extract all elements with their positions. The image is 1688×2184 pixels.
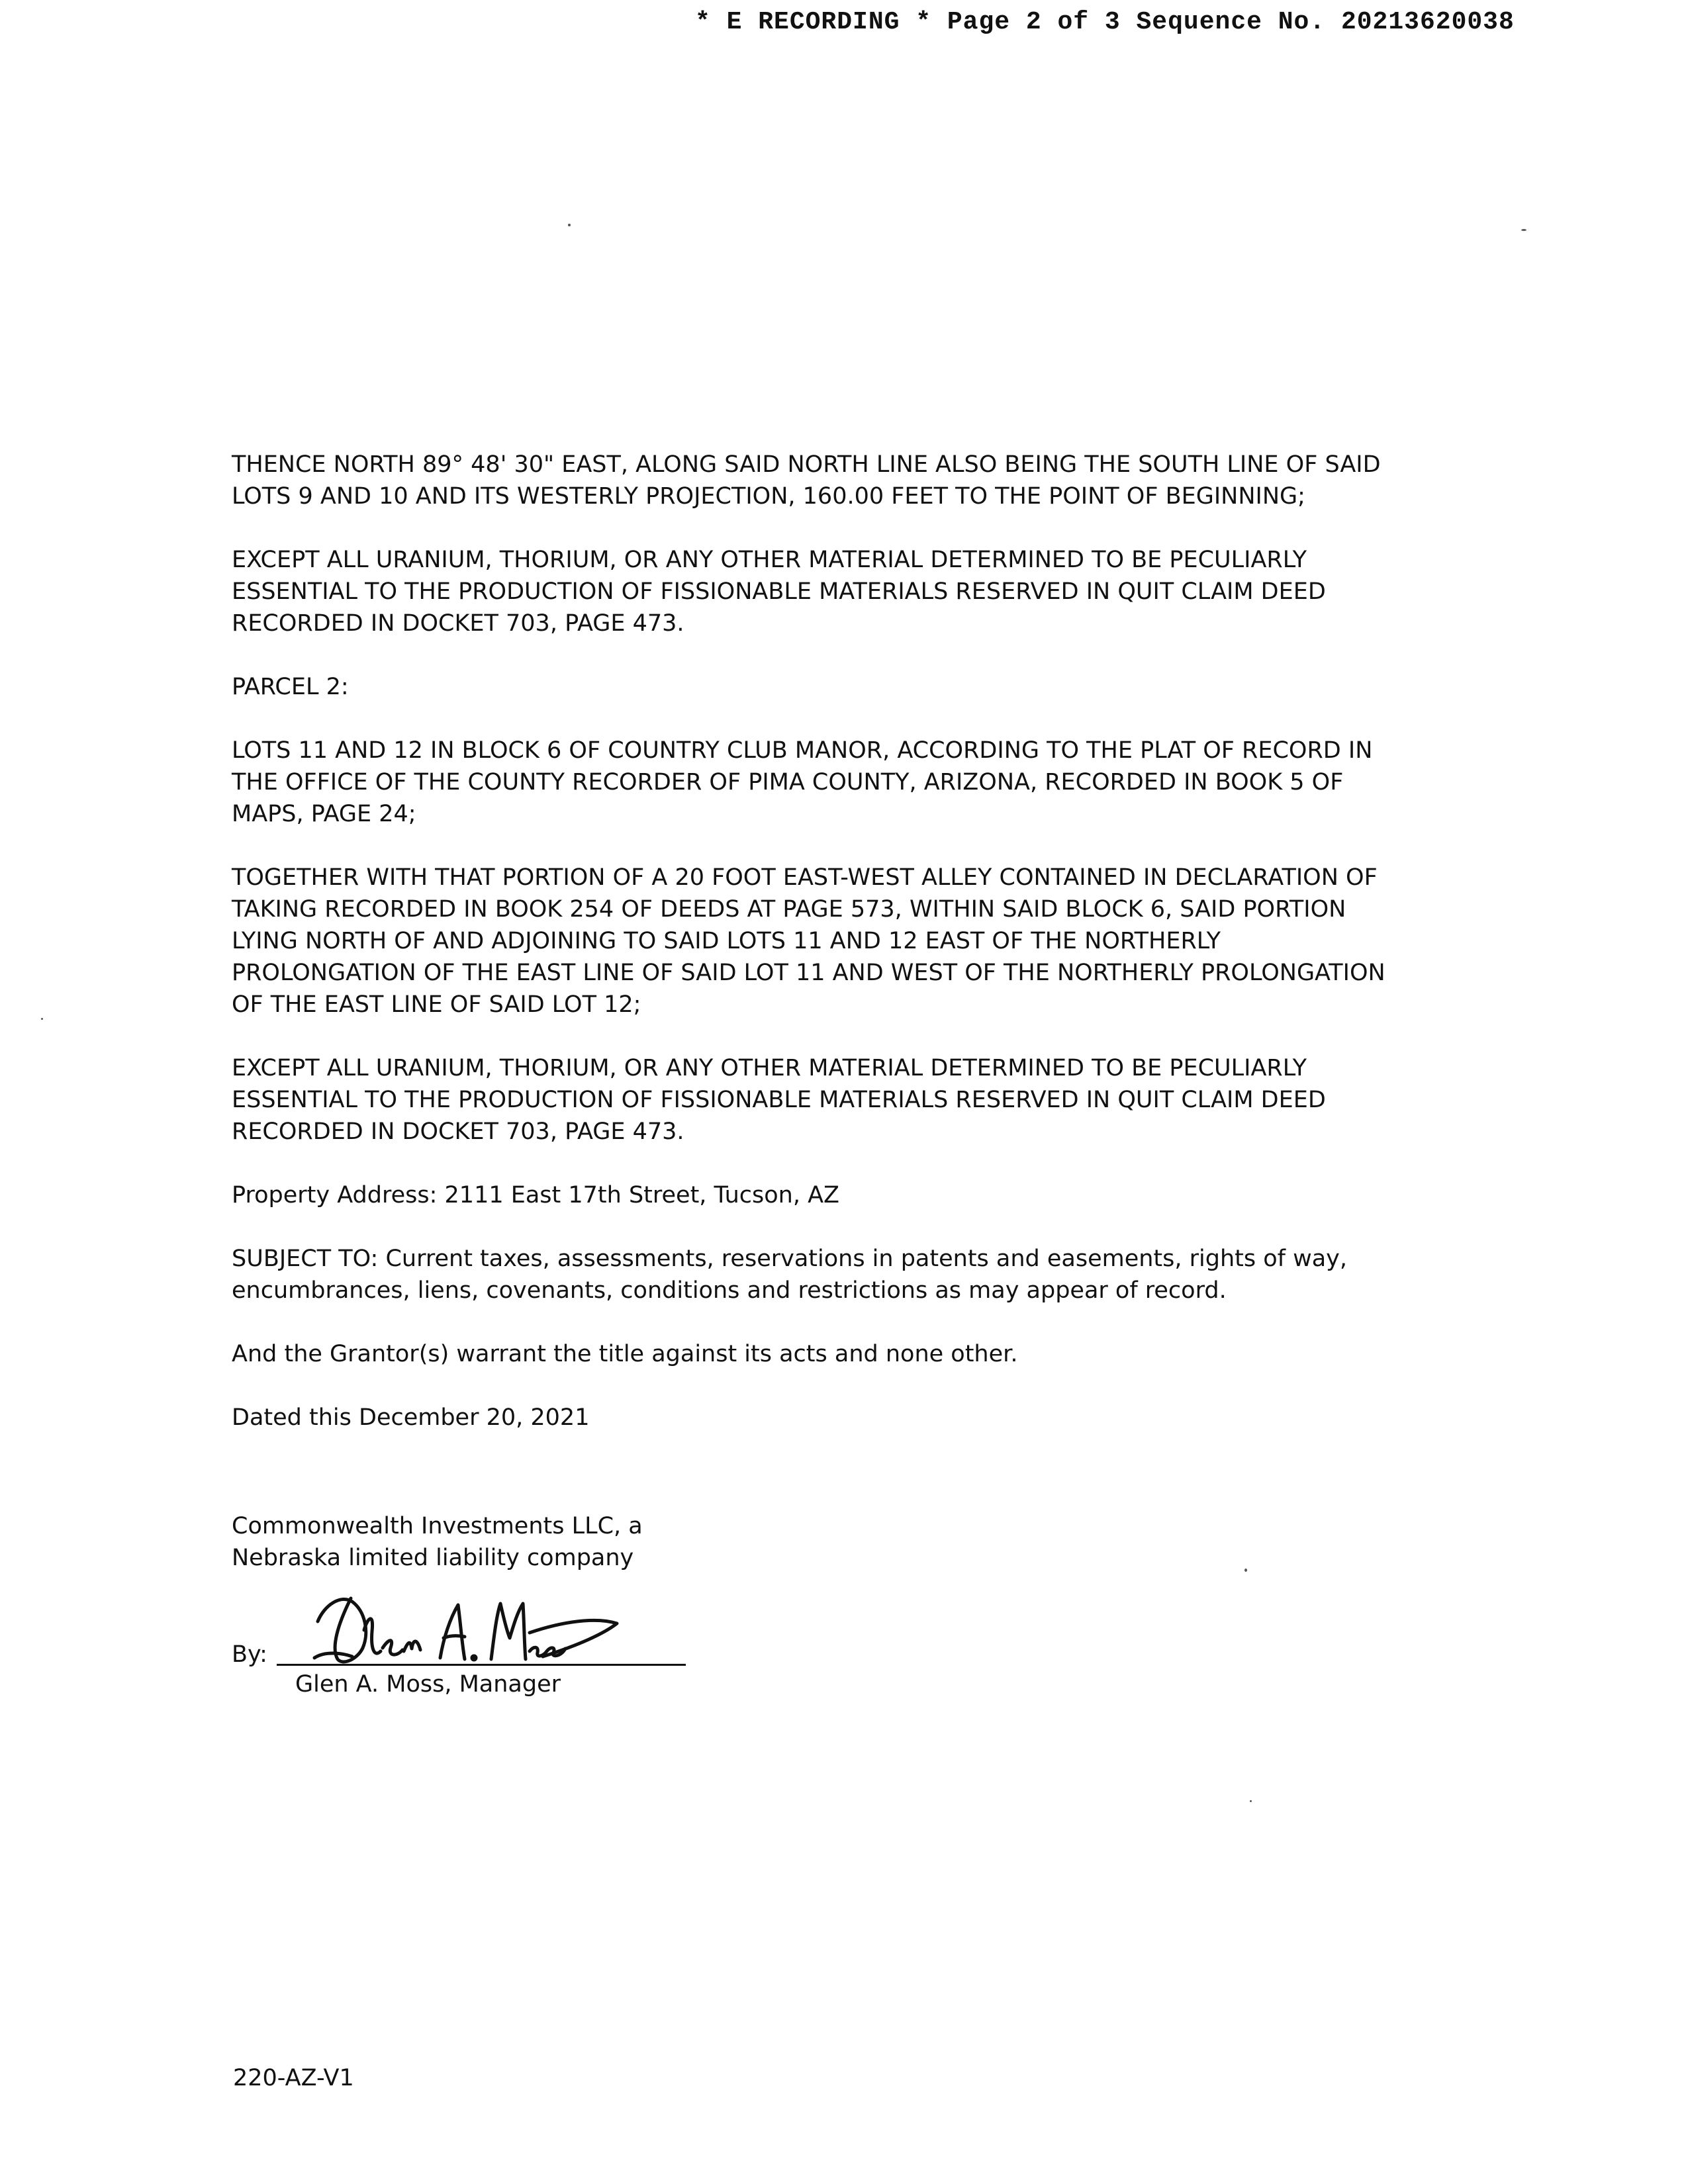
by-label: By: (232, 1641, 267, 1668)
mineral-exception-2: EXCEPT ALL URANIUM, THORIUM, OR ANY OTHER MATERIAL DETERMINED TO BE PECULIARLY ESSENTIAL TO THE PRODUCTION OF FISSIONABLE MATERIALS RESERVED IN QUIT CLAIM DEED RECORDED IN DOCKET 703, PAGE 473. (232, 1055, 1326, 1145)
signature-line (277, 1664, 686, 1666)
parcel-2-heading: PARCEL 2: (232, 674, 349, 700)
subject-to-clause: SUBJECT TO: Current taxes, assessments, reservations in patents and easements, rights of way, encumbrances, liens, covenants, conditions and restrictions as may appear of record. (232, 1246, 1348, 1304)
entity-name: Commonwealth Investments LLC, a (232, 1513, 643, 1539)
scan-speck (1250, 1800, 1252, 1802)
recording-stamp: * E RECORDING * Page 2 of 3 Sequence No. 20213620038 (695, 8, 1515, 36)
lots-description: LOTS 11 AND 12 IN BLOCK 6 OF COUNTRY CLUB MANOR, ACCORDING TO THE PLAT OF RECORD IN THE OFFICE OF THE COUNTY RECORDER OF PIMA COUNTY, ARIZONA, RECORDED IN BOOK 5 OF MAPS, PAGE 24; (232, 737, 1373, 827)
deed-body (232, 449, 1436, 1433)
thence-clause: THENCE NORTH 89° 48' 30" EAST, ALONG SAID NORTH LINE ALSO BEING THE SOUTH LINE OF SAID LOTS 9 AND 10 AND ITS WESTERLY PROJECTION, 160.00 FEET TO THE POINT OF BEGINNING; (232, 451, 1381, 510)
property-address: Property Address: 2111 East 17th Street, Tucson, AZ (232, 1182, 840, 1208)
alley-portion-clause: TOGETHER WITH THAT PORTION OF A 20 FOOT EAST-WEST ALLEY CONTAINED IN DECLARATION OF TAKING RECORDED IN BOOK 254 OF DEEDS AT PAGE 573, WITHIN SAID BLOCK 6, SAID PORTION LYING NORTH OF AND ADJOINING TO SAID LOTS 11 AND 12 EAST OF THE NORTHERLY PROLONGATION OF THE EAST LINE OF SAID LOT 11 AND WEST OF THE NORTHERLY PROLONGATION OF THE EAST LINE OF SAID LOT 12; (232, 864, 1385, 1018)
mineral-exception-1: EXCEPT ALL URANIUM, THORIUM, OR ANY OTHER MATERIAL DETERMINED TO BE PECULIARLY ESSENTIAL TO THE PRODUCTION OF FISSIONABLE MATERIALS RESERVED IN QUIT CLAIM DEED RECORDED IN DOCKET 703, PAGE 473. (232, 547, 1326, 637)
entity-type: Nebraska limited liability company (232, 1545, 634, 1571)
signer-name-title: Glen A. Moss, Manager (295, 1671, 561, 1698)
grantor-entity (232, 1510, 643, 1574)
handwritten-signature (311, 1585, 629, 1671)
dated-line: Dated this December 20, 2021 (232, 1404, 590, 1431)
scan-speck (568, 224, 571, 226)
scan-speck (41, 1018, 43, 1020)
form-code: 220-AZ-V1 (233, 2065, 354, 2091)
scan-speck (1521, 229, 1526, 231)
scan-speck (1244, 1569, 1247, 1572)
warranty-clause: And the Grantor(s) warrant the title against its acts and none other. (232, 1341, 1018, 1367)
